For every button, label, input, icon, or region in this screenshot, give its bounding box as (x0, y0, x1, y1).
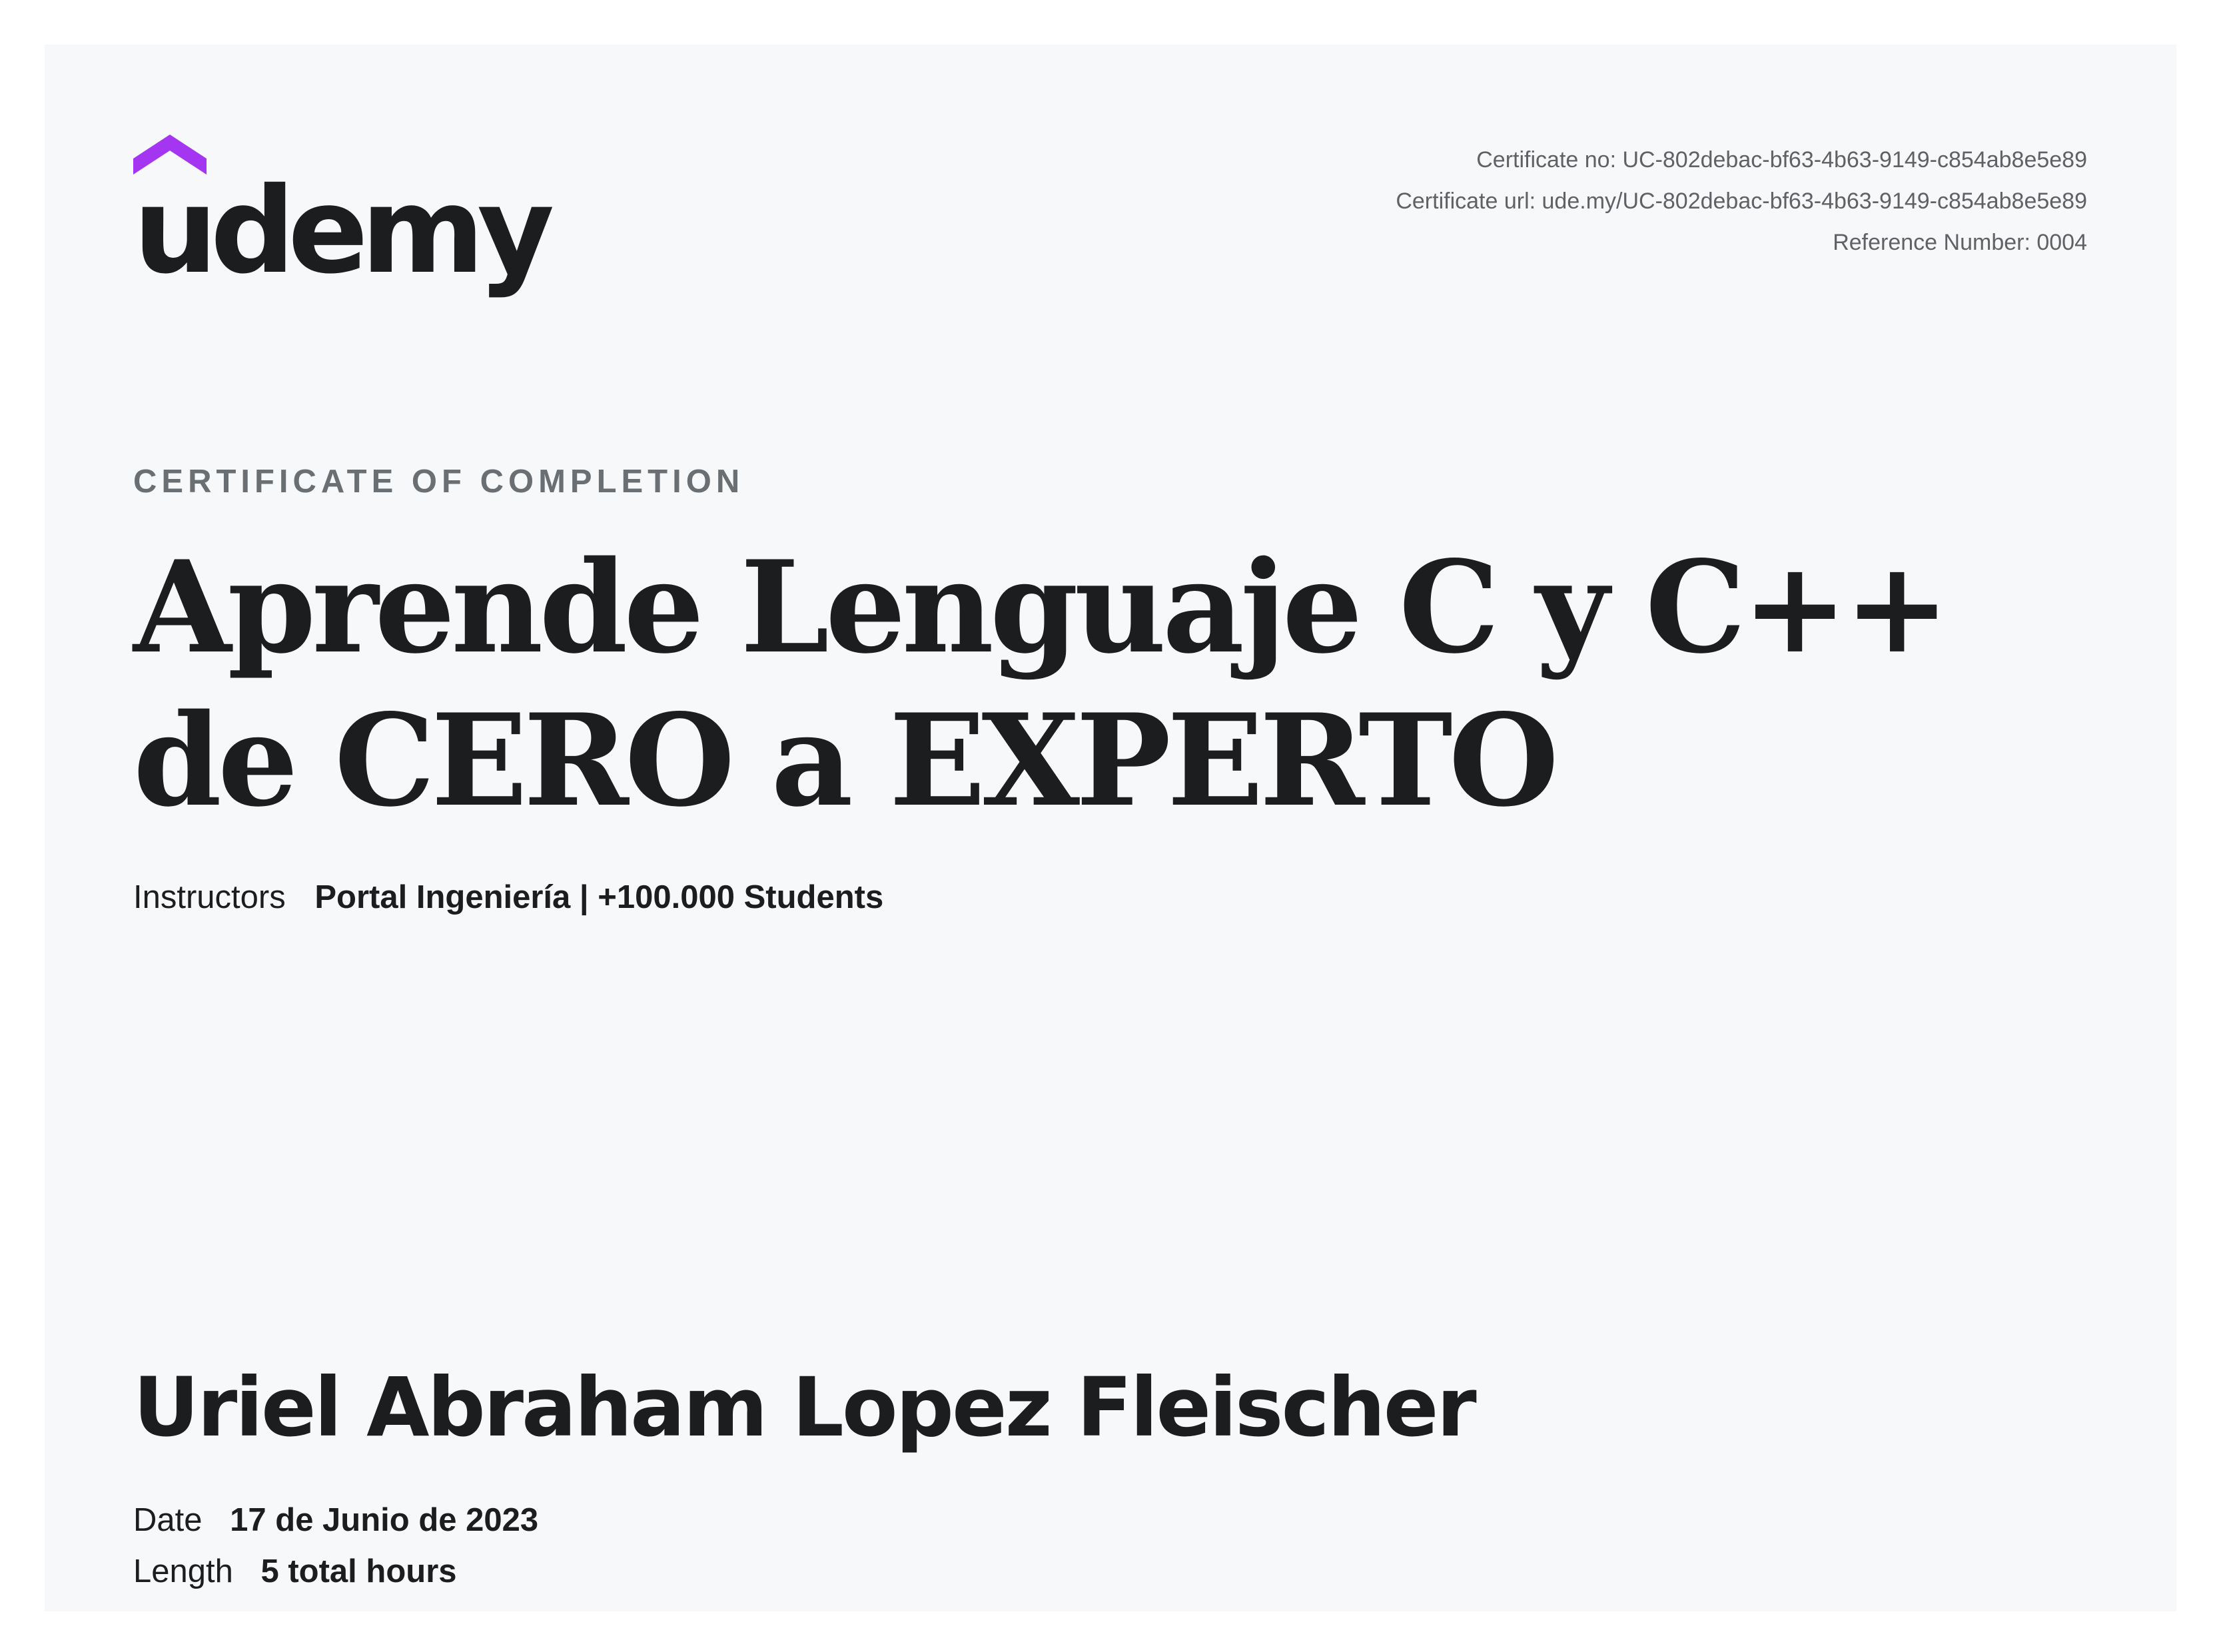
certificate-heading: CERTIFICATE OF COMPLETION (133, 464, 745, 500)
brand-wordmark: udemy (133, 162, 548, 300)
certificate-info (1396, 139, 2087, 263)
course-title: Aprende Lenguaje C y C++ de CERO a EXPERTO (133, 533, 1947, 835)
recipient-name: Uriel Abraham Lopez Fleischer (133, 1360, 1475, 1455)
length-value: 5 total hours (260, 1553, 457, 1589)
instructors-value: Portal Ingeniería | +100.000 Students (314, 879, 884, 915)
certificate-url: Certificate url: ude.my/UC-802debac-bf63-4b63-9149-c854ab8e5e89 (1396, 189, 2087, 214)
certificate-card (45, 45, 2176, 1611)
date-value: 17 de Junio de 2023 (230, 1502, 539, 1538)
reference-number: Reference Number: 0004 (1833, 230, 2087, 255)
instructors-label: Instructors (133, 879, 286, 915)
date-label: Date (133, 1502, 203, 1538)
udemy-logo (133, 133, 548, 326)
date-line (133, 1501, 538, 1539)
certificate-number: Certificate no: UC-802debac-bf63-4b63-9149-c854ab8e5e89 (1476, 147, 2087, 173)
instructors-line (133, 879, 883, 916)
length-line (133, 1553, 457, 1590)
length-label: Length (133, 1553, 233, 1589)
